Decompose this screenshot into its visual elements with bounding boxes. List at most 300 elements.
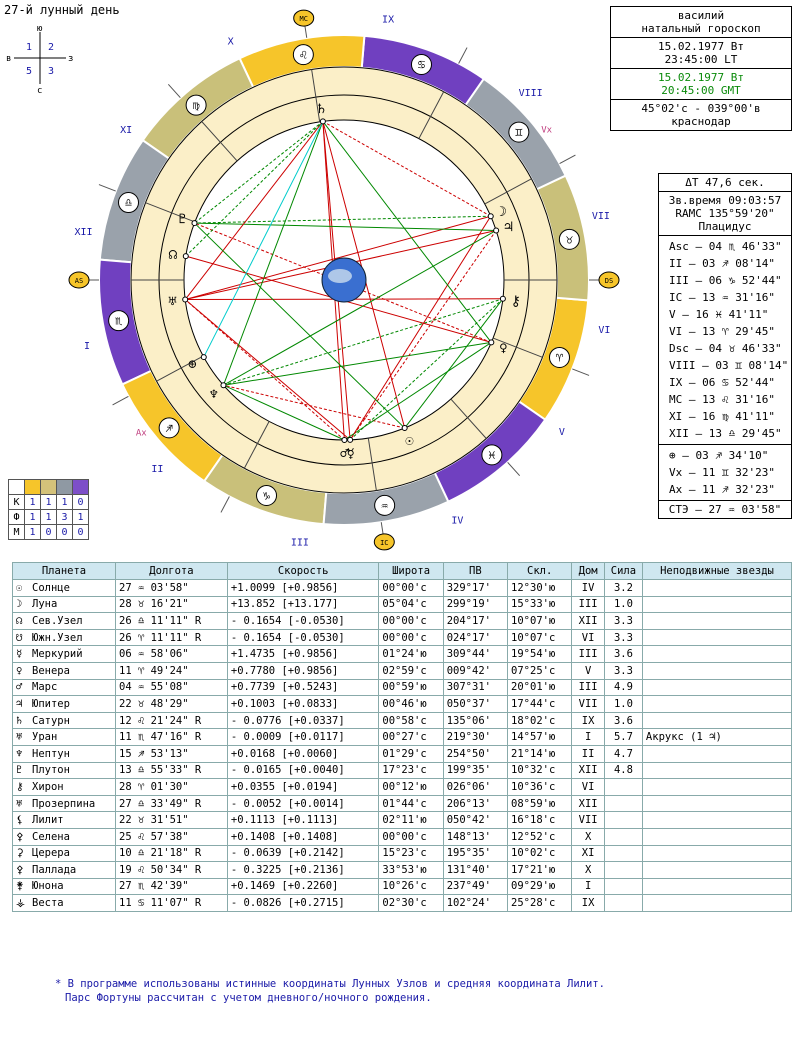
coordinates: 45°02'с - 039°00'в [641, 102, 761, 115]
table-cell: 13 ♎ 55'33" R [116, 762, 228, 779]
column-header: Сила [604, 563, 642, 580]
ste-value: СТЭ – 27 ♒ 03'58" [668, 503, 782, 516]
table-cell [642, 662, 791, 679]
pof-icon: ⊕ [188, 356, 197, 373]
angle-label-ic: IC [380, 538, 389, 547]
table-cell: 3.6 [604, 712, 642, 729]
table-cell: 00°59'ю [379, 679, 443, 696]
compass-s: с [37, 86, 43, 96]
mars-icon: ♂ [340, 445, 349, 462]
cusp-3: IC – 13 ♒ 31'16" [669, 291, 775, 304]
table-cell: 1.0 [604, 596, 642, 613]
table-cell: ⚵ [13, 878, 30, 895]
table-cell: Веста [29, 895, 116, 912]
point-1: Vx – 11 ♊ 32'23" [669, 466, 775, 479]
table-row [13, 895, 792, 912]
table-cell: 19°54'ю [508, 646, 572, 663]
sign-glyph-icon-8: ♐ [165, 420, 173, 435]
footnote-line-1: * В программе использованы истинные координаты Лунных Узлов и средняя координата Лилит. [55, 978, 605, 990]
table-cell: ☽ [13, 596, 30, 613]
table-cell: - 0.3225 [+0.2136] [227, 862, 379, 879]
table-cell: +0.7739 [+0.5243] [227, 679, 379, 696]
table-row [13, 613, 792, 630]
table-cell [604, 795, 642, 812]
table-cell: ♅ [13, 795, 30, 812]
planets-table [12, 562, 792, 912]
table-cell: Юнона [29, 878, 116, 895]
table-cell: Селена [29, 828, 116, 845]
table-cell: Хирон [29, 779, 116, 796]
table-row [13, 629, 792, 646]
angle-label-as: AS [74, 277, 84, 285]
table-cell: 199°35' [443, 762, 507, 779]
table-cell: 00°00'с [379, 629, 443, 646]
table-cell [642, 828, 791, 845]
table-cell [642, 779, 791, 796]
cusp-1: II – 03 ♐ 08'14" [669, 257, 775, 270]
column-header: Широта [379, 563, 443, 580]
house-cusp-tick-10 [168, 84, 180, 97]
uranus-point [183, 297, 188, 302]
local-date: 15.02.1977 Вт [657, 40, 745, 53]
house-cusp-tick-7 [560, 155, 576, 164]
table-cell: ♃ [13, 696, 30, 713]
house-number-10: XI [120, 125, 133, 137]
table-cell: 009°42' [443, 662, 507, 679]
column-header: ПВ [443, 563, 507, 580]
table-cell: ♄ [13, 712, 30, 729]
table-cell: 22 ♉ 48'29" [116, 696, 228, 713]
table-cell: 10°26'с [379, 878, 443, 895]
house-cusp-tick-1 [113, 396, 129, 405]
table-cell: III [572, 646, 605, 663]
house-number-3: IV [451, 515, 464, 527]
table-cell: ♅ [13, 729, 30, 746]
table-cell: IX [572, 895, 605, 912]
table-row [13, 596, 792, 613]
table-cell: XI [572, 845, 605, 862]
table-cell: 19 ♌ 50'34" R [116, 862, 228, 879]
node-icon: ☊ [168, 247, 178, 264]
table-cell: ♇ [13, 762, 30, 779]
compass-e: з [68, 54, 74, 64]
table-cell: Меркурий [29, 646, 116, 663]
compass-q3: 3 [48, 66, 55, 77]
sign-glyph-icon-6: ♎ [124, 195, 133, 210]
table-cell: VII [572, 812, 605, 829]
element-count: 0 [73, 525, 89, 540]
table-cell: 01°29'с [379, 745, 443, 762]
table-cell: ♀ [13, 662, 30, 679]
house-number-4: V [558, 426, 565, 438]
saturn-icon: ♄ [316, 101, 326, 118]
jupiter-point [494, 228, 499, 233]
column-header: Долгота [116, 563, 228, 580]
table-row [13, 812, 792, 829]
table-cell: +1.0099 [+0.9856] [227, 580, 379, 597]
table-cell: 15°23'с [379, 845, 443, 862]
local-time: 23:45:00 LT [664, 53, 738, 66]
table-cell [642, 646, 791, 663]
table-cell [642, 878, 791, 895]
footnote-line-2: Парс Фортуны рассчитан с учетом дневного/ночного рождения. [65, 992, 432, 1004]
element-count: 1 [41, 510, 57, 525]
compass-q1: 1 [26, 42, 33, 53]
table-cell: +1.4735 [+0.9856] [227, 646, 379, 663]
sign-glyph-icon-3: ♋ [417, 57, 426, 72]
table-cell [642, 812, 791, 829]
chiron-icon: ⚷ [510, 293, 521, 310]
pluto-icon: ♇ [178, 211, 187, 228]
table-cell: Марс [29, 679, 116, 696]
table-cell: Уран [29, 729, 116, 746]
sign-glyph-icon-1: ♉ [565, 232, 573, 247]
table-cell: 135°06' [443, 712, 507, 729]
table-cell: 329°17' [443, 580, 507, 597]
table-cell: 10°02'с [508, 845, 572, 862]
sign-glyph-icon-0: ♈ [555, 350, 564, 365]
ramc: RAMC 135°59'20" [675, 207, 775, 220]
table-cell: 08°59'ю [508, 795, 572, 812]
cusp-7: VIII – 03 ♊ 08'14" [669, 359, 789, 372]
table-cell [604, 895, 642, 912]
chiron-point [500, 296, 505, 301]
house-number-0: I [84, 340, 91, 352]
table-cell: 299°19' [443, 596, 507, 613]
table-cell: ⚴ [13, 862, 30, 879]
table-cell: 195°35' [443, 845, 507, 862]
table-row [13, 712, 792, 729]
cusp-0: Asc – 04 ♏ 46'33" [669, 240, 782, 253]
pluto-point [192, 221, 197, 226]
sidereal-time: Зв.время 09:03:57 [668, 194, 782, 207]
points-list [659, 445, 791, 501]
element-count: 0 [41, 525, 57, 540]
table-cell: ⚴ [13, 828, 30, 845]
table-row [13, 729, 792, 746]
table-cell: 4.9 [604, 679, 642, 696]
table-cell: 11 ♈ 49'24" [116, 662, 228, 679]
element-row-label: К [9, 495, 25, 510]
element-count: 1 [25, 510, 41, 525]
table-cell: ☉ [13, 580, 30, 597]
table-row [13, 662, 792, 679]
table-cell: 102°24' [443, 895, 507, 912]
table-cell: 17°44'с [508, 696, 572, 713]
table-cell: 3.6 [604, 646, 642, 663]
table-cell: 00°00'с [379, 828, 443, 845]
table-row [13, 828, 792, 845]
column-header: Скорость [227, 563, 379, 580]
lunar-day-label: 27-й лунный день [4, 3, 120, 17]
element-count: 3 [57, 510, 73, 525]
table-cell [604, 828, 642, 845]
table-cell: - 0.0009 [+0.0117] [227, 729, 379, 746]
table-cell: 22 ♉ 31'51" [116, 812, 228, 829]
table-cell: 307°31' [443, 679, 507, 696]
table-cell: 3.2 [604, 580, 642, 597]
table-cell [642, 696, 791, 713]
delta-t: ΔT 47,6 сек. [659, 174, 791, 192]
mars-point [342, 437, 347, 442]
table-cell: +0.1113 [+0.1113] [227, 812, 379, 829]
moon-icon: ☽ [498, 204, 507, 221]
table-row [13, 862, 792, 879]
sun-point [402, 426, 407, 431]
table-cell [604, 779, 642, 796]
table-cell: 204°17' [443, 613, 507, 630]
table-cell: ⚶ [13, 895, 30, 912]
table-row [13, 845, 792, 862]
table-cell: IX [572, 712, 605, 729]
sun-icon: ☉ [405, 433, 414, 450]
house-system: Плацидус [698, 220, 752, 233]
house-cusp-tick-2 [221, 497, 229, 513]
table-cell: Церера [29, 845, 116, 862]
house-cusp-tick-11 [99, 185, 116, 192]
cusp-4: V – 16 ♓ 41'11" [669, 308, 769, 321]
cusp-10: XI – 16 ♍ 41'11" [669, 410, 775, 423]
table-cell [604, 845, 642, 862]
table-cell [642, 895, 791, 912]
table-cell: VII [572, 696, 605, 713]
table-row [13, 696, 792, 713]
table-cell: 219°30' [443, 729, 507, 746]
table-cell: 15 ♐ 53'13" [116, 745, 228, 762]
element-count: 1 [41, 495, 57, 510]
natal-chart-wheel [60, 8, 614, 549]
table-cell: 27 ♏ 42'39" [116, 878, 228, 895]
cusp-8: IX – 06 ♋ 52'44" [669, 376, 775, 389]
table-cell: Нептун [29, 745, 116, 762]
table-cell [642, 679, 791, 696]
table-cell: ⚸ [13, 812, 30, 829]
angle-label-mc: MC [299, 15, 308, 24]
table-cell: 4.7 [604, 745, 642, 762]
table-cell: Луна [29, 596, 116, 613]
house-cusp-tick-5 [572, 369, 589, 376]
table-cell: 06 ♒ 58'06" [116, 646, 228, 663]
table-cell: ☿ [13, 646, 30, 663]
table-cell: ♆ [13, 745, 30, 762]
compass-q2: 2 [48, 42, 55, 53]
table-cell: 02°59'с [379, 662, 443, 679]
table-cell: 4.8 [604, 762, 642, 779]
table-cell: Лилит [29, 812, 116, 829]
cusp-9: MC – 13 ♌ 31'16" [669, 393, 775, 406]
element-count: 1 [25, 495, 41, 510]
table-cell: X [572, 862, 605, 879]
table-cell: 00°27'с [379, 729, 443, 746]
table-row [13, 779, 792, 796]
pof-point [201, 355, 206, 360]
cusp-11: XII – 13 ♎ 29'45" [669, 427, 782, 440]
neptune-icon: ♆ [209, 386, 218, 403]
table-cell: 237°49' [443, 878, 507, 895]
column-header: Планета [13, 563, 116, 580]
table-cell: Юпитер [29, 696, 116, 713]
table-cell: 026°06' [443, 779, 507, 796]
table-cell: VI [572, 629, 605, 646]
table-cell [642, 613, 791, 630]
table-cell [642, 745, 791, 762]
table-cell: +0.1408 [+0.1408] [227, 828, 379, 845]
table-cell: 28 ♉ 16'21" [116, 596, 228, 613]
column-header: Дом [572, 563, 605, 580]
table-cell: +13.852 [+13.177] [227, 596, 379, 613]
chart-type: натальный гороскоп [641, 22, 761, 35]
house-number-1: II [151, 464, 164, 476]
mercury-point [348, 437, 353, 442]
table-cell: 1.0 [604, 696, 642, 713]
element-swatch-2 [57, 480, 73, 495]
table-cell: XII [572, 762, 605, 779]
table-cell: - 0.0826 [+0.2715] [227, 895, 379, 912]
table-cell: ☋ [13, 629, 30, 646]
table-cell: 02°11'ю [379, 812, 443, 829]
table-cell [604, 878, 642, 895]
table-cell: 00°00'с [379, 580, 443, 597]
house-number-5: VI [598, 324, 611, 336]
sign-glyph-icon-10: ♒ [381, 498, 389, 513]
table-cell: 09°29'ю [508, 878, 572, 895]
table-cell: 024°17' [443, 629, 507, 646]
moon-point [488, 214, 493, 219]
column-header: Неподвижные звезды [642, 563, 791, 580]
table-cell [642, 580, 791, 597]
table-cell: - 0.0776 [+0.0337] [227, 712, 379, 729]
table-row [13, 646, 792, 663]
uranus-icon: ♅ [168, 294, 177, 311]
sign-glyph-icon-9: ♑ [262, 488, 271, 503]
table-cell: +0.0355 [+0.0194] [227, 779, 379, 796]
table-cell: 00°12'ю [379, 779, 443, 796]
table-cell [642, 712, 791, 729]
table-cell: 050°42' [443, 812, 507, 829]
table-cell: Венера [29, 662, 116, 679]
table-cell: - 0.0052 [+0.0014] [227, 795, 379, 812]
table-cell: 131°40' [443, 862, 507, 879]
venus-icon: ♀ [499, 340, 508, 357]
table-cell: III [572, 679, 605, 696]
table-cell: Южн.Узел [29, 629, 116, 646]
table-cell: ☊ [13, 613, 30, 630]
cusp-list [659, 236, 791, 445]
angle-label-ds: DS [604, 277, 614, 285]
element-swatch-3 [73, 480, 89, 495]
table-cell: +0.7780 [+0.9856] [227, 662, 379, 679]
table-cell: 16°18'с [508, 812, 572, 829]
element-count: 1 [57, 495, 73, 510]
table-cell: - 0.0165 [+0.0040] [227, 762, 379, 779]
table-cell: X [572, 828, 605, 845]
table-cell: 050°37' [443, 696, 507, 713]
table-cell: 04 ♒ 55'08" [116, 679, 228, 696]
table-cell: 15°33'ю [508, 596, 572, 613]
table-cell [604, 812, 642, 829]
table-cell: XII [572, 795, 605, 812]
table-cell: 10°07'ю [508, 613, 572, 630]
person-name: василий [677, 9, 725, 22]
table-cell: - 0.1654 [-0.0530] [227, 629, 379, 646]
table-cell: V [572, 662, 605, 679]
table-cell: 28 ♈ 01'30" [116, 779, 228, 796]
table-cell: ⚷ [13, 779, 30, 796]
mercury-icon: ☿ [346, 445, 355, 462]
table-cell: 10°36'с [508, 779, 572, 796]
house-number-8: IX [382, 14, 395, 26]
table-cell: +0.1003 [+0.0833] [227, 696, 379, 713]
table-cell: 07°25'с [508, 662, 572, 679]
table-cell: Прозерпина [29, 795, 116, 812]
cusp-6: Dsc – 04 ♉ 46'33" [669, 342, 782, 355]
table-cell: II [572, 745, 605, 762]
table-cell: 00°58'с [379, 712, 443, 729]
house-cusp-tick-4 [508, 462, 520, 475]
table-cell: 27 ♒ 03'58" [116, 580, 228, 597]
point-2: Ax – 11 ♐ 32'23" [669, 483, 775, 496]
table-cell: Акрукс (1 ♃) [642, 729, 791, 746]
table-cell: 25°28'с [508, 895, 572, 912]
element-count: 1 [73, 510, 89, 525]
table-cell: Солнце [29, 580, 116, 597]
sign-glyph-icon-11: ♓ [488, 447, 496, 462]
table-cell: 01°44'с [379, 795, 443, 812]
table-row [13, 580, 792, 597]
house-number-2: III [290, 537, 309, 549]
table-cell: Сев.Узел [29, 613, 116, 630]
table-cell: I [572, 878, 605, 895]
sign-glyph-icon-7: ♏ [115, 313, 123, 328]
element-swatch-0 [25, 480, 41, 495]
table-cell: 10°32'с [508, 762, 572, 779]
compass-n: ю [37, 24, 43, 34]
element-count: 1 [25, 525, 41, 540]
house-number-9: X [227, 36, 234, 48]
table-cell: Паллада [29, 862, 116, 879]
header-box [610, 6, 792, 131]
table-cell: III [572, 596, 605, 613]
table-cell: 26 ♈ 11'11" R [116, 629, 228, 646]
table-cell: 21°14'ю [508, 745, 572, 762]
table-cell: +0.1469 [+0.2260] [227, 878, 379, 895]
table-row [13, 679, 792, 696]
table-cell: 33°53'ю [379, 862, 443, 879]
table-cell: 11 ♏ 47'16" R [116, 729, 228, 746]
table-cell: 206°13' [443, 795, 507, 812]
sign-glyph-icon-2: ♊ [515, 125, 523, 140]
gmt-date: 15.02.1977 Вт [657, 71, 745, 84]
house-number-11: XII [74, 227, 93, 239]
table-cell: 05°04'с [379, 596, 443, 613]
table-cell: 18°02'с [508, 712, 572, 729]
table-cell: 00°00'с [379, 613, 443, 630]
compass-w: в [6, 54, 12, 64]
footnote [55, 977, 605, 1005]
table-cell: 3.3 [604, 629, 642, 646]
table-cell: Сатурн [29, 712, 116, 729]
table-cell: 17°21'ю [508, 862, 572, 879]
sign-glyph-icon-5: ♍ [192, 98, 200, 113]
table-cell: XII [572, 613, 605, 630]
element-count: 0 [73, 495, 89, 510]
table-cell: 14°57'ю [508, 729, 572, 746]
city: краснодар [671, 115, 731, 128]
table-cell: 17°23'с [379, 762, 443, 779]
table-cell: 12°52'с [508, 828, 572, 845]
element-swatch-1 [41, 480, 57, 495]
element-count: 0 [57, 525, 73, 540]
